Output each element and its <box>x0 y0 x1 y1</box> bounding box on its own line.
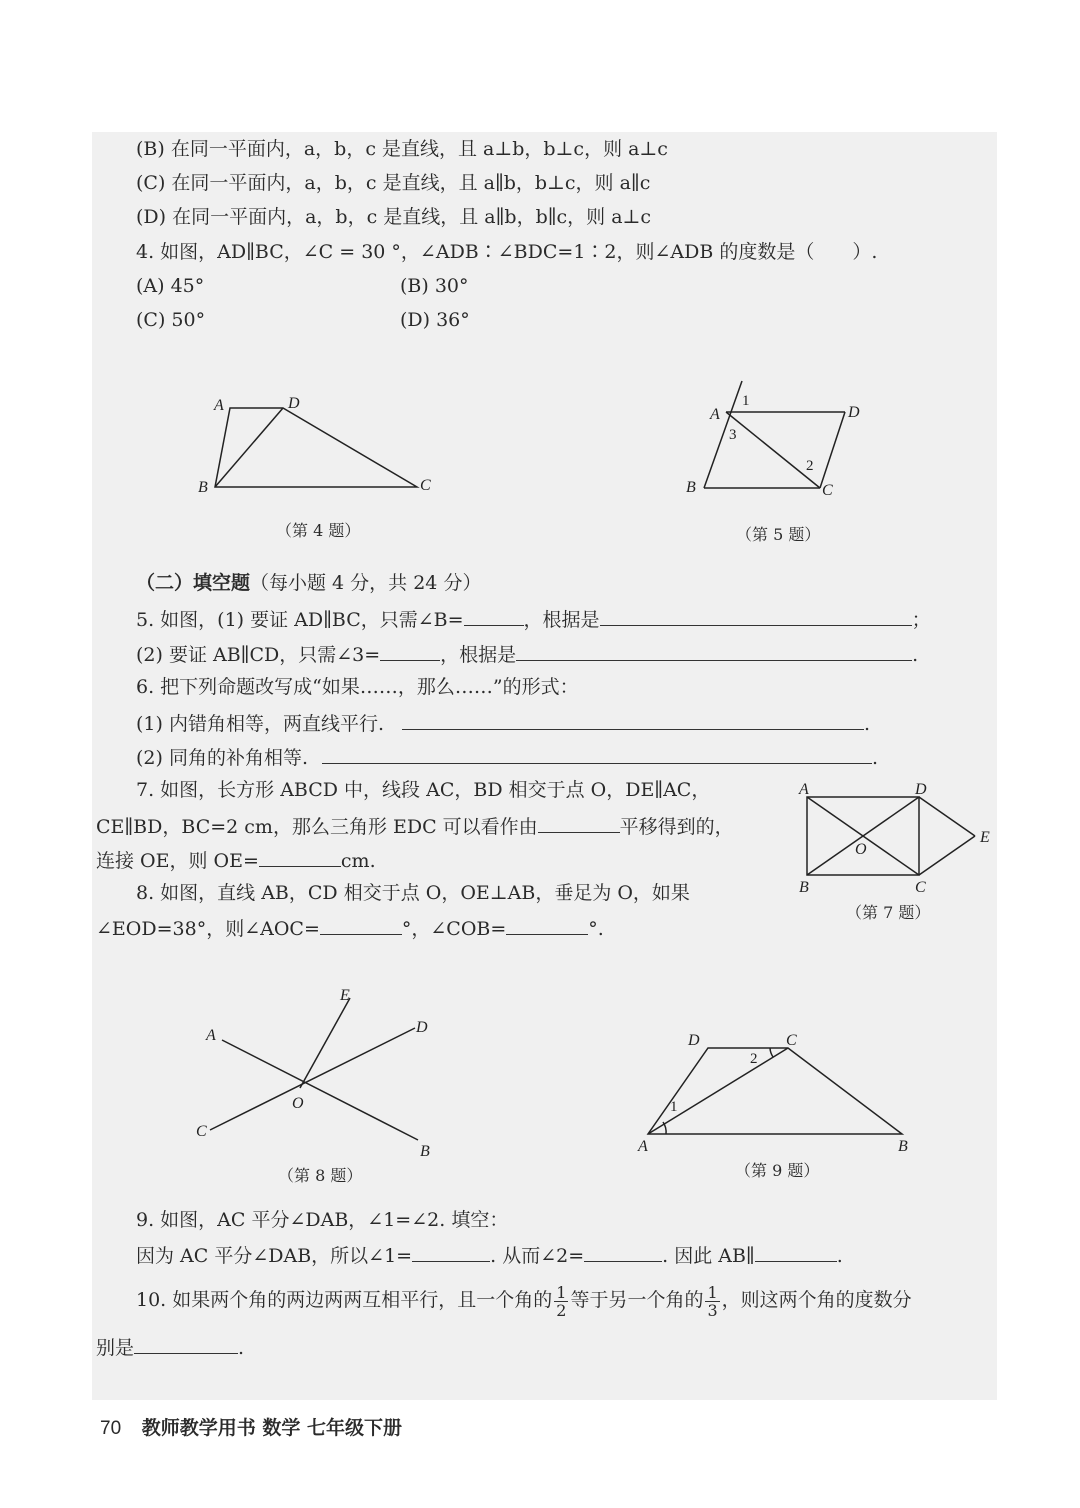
fig7-label-o: O <box>855 841 867 858</box>
q10-text-1: 10. 如果两个角的两边两两互相平行，且一个角的 <box>136 1289 553 1311</box>
fig9-label-b: B <box>898 1138 908 1155</box>
q5-line2-end: . <box>912 644 919 666</box>
q3-option-c: (C) 在同一平面内，a，b，c 是直线，且 a∥b，b⊥c，则 a∥c <box>136 172 651 194</box>
q6-blank-1[interactable] <box>402 709 864 730</box>
q5-line2-text-b: ，根据是 <box>440 644 517 666</box>
q6-part2-text: (2) 同角的补角相等. <box>136 747 308 769</box>
fig8-line-ab <box>222 1040 418 1140</box>
q5-blank-reason-2[interactable] <box>516 640 912 661</box>
fig5-label-c: C <box>822 482 833 499</box>
q6-part-2 <box>136 743 878 771</box>
page-number: 70 <box>100 1418 122 1439</box>
q6-stem: 6. 把下列命题改写成“如果……，那么……”的形式： <box>136 676 579 698</box>
q6-part1-end: . <box>864 713 871 735</box>
q9-line2-text-c: . 因此 AB∥ <box>662 1245 755 1267</box>
figure-9 <box>630 1025 920 1155</box>
q4-stem: 4. 如图，AD∥BC，∠C = 30 °，∠ADB∶∠BDC=1∶2，则∠ADB 的度数是（ ）. <box>136 241 878 263</box>
figure-8 <box>190 980 450 1165</box>
fig7-label-a: A <box>799 781 809 798</box>
fig8-line-cd <box>210 1028 415 1130</box>
q7-line2-text-a: CE∥BD，BC=2 cm，那么三角形 EDC 可以看作由 <box>96 816 538 838</box>
q9-blank-angle-1[interactable] <box>412 1241 490 1262</box>
page-footer <box>100 1413 402 1440</box>
q5-line-2 <box>136 640 918 668</box>
q9-blank-angle-2[interactable] <box>584 1241 662 1262</box>
q4-option-b: (B) 30° <box>400 275 469 297</box>
q4-option-a: (A) 45° <box>136 275 205 297</box>
fig9-label-a: A <box>638 1138 648 1155</box>
q10-line2-text-b: . <box>238 1337 245 1359</box>
fig9-label-d: D <box>688 1032 700 1049</box>
fig7-label-c: C <box>915 879 926 896</box>
fig7-segment-ce <box>919 836 975 875</box>
q8-line-1: 8. 如图，直线 AB，CD 相交于点 O，OE⊥AB，垂足为 O，如果 <box>136 882 690 904</box>
fig5-label-a: A <box>710 406 720 423</box>
figure-4 <box>190 390 450 510</box>
fig9-arc-angle-2 <box>770 1048 773 1057</box>
fig8-label-c: C <box>196 1123 207 1140</box>
fig8-label-b: B <box>420 1143 430 1160</box>
fig4-trapezoid <box>215 408 417 487</box>
q6-blank-2[interactable] <box>322 743 872 764</box>
q5-line2-text-a: (2) 要证 AB∥CD，只需∠3= <box>136 644 381 666</box>
q5-line1-text-b: ，根据是 <box>523 609 600 631</box>
fig7-label-e: E <box>980 829 990 846</box>
fig5-angle-2: 2 <box>806 458 814 474</box>
q10-text-2: 等于另一个角的 <box>570 1289 704 1311</box>
fig9-angle-2: 2 <box>750 1051 758 1067</box>
q9-line2-text-a: 因为 AC 平分∠DAB，所以∠1= <box>136 1245 413 1267</box>
fig9-diagonal-ac <box>648 1048 788 1134</box>
fig8-label-e: E <box>340 987 350 1004</box>
fig5-diagonal-ac <box>726 412 820 488</box>
fig4-label-a: A <box>214 397 224 414</box>
fig7-label-b: B <box>799 879 809 896</box>
fig4-diagonal-bd <box>215 408 283 487</box>
fig9-caption: （第 9 题） <box>735 1161 820 1180</box>
q7-line-3 <box>96 846 376 874</box>
q7-blank-oe[interactable] <box>259 846 341 867</box>
q6-part-1 <box>136 709 870 737</box>
q10-line2-text-a: 别是 <box>96 1337 135 1359</box>
fig8-caption: （第 8 题） <box>278 1166 363 1185</box>
q10-line-2 <box>96 1333 244 1361</box>
q8-line2-text-c: °. <box>588 918 604 940</box>
section-2-heading <box>136 570 481 596</box>
q5-blank-reason-1[interactable] <box>600 605 912 626</box>
fig5-label-b: B <box>686 479 696 496</box>
fig8-ray-oe <box>300 998 350 1088</box>
fig7-caption: （第 7 题） <box>846 903 931 922</box>
q8-blank-cob[interactable] <box>506 914 588 935</box>
q10-line-1 <box>136 1282 912 1319</box>
q5-line1-text-a: 5. 如图，(1) 要证 AD∥BC，只需∠B= <box>136 609 464 631</box>
q3-option-b: (B) 在同一平面内，a，b，c 是直线，且 a⊥b，b⊥c，则 a⊥c <box>136 138 668 160</box>
q10-frac1-denominator: 2 <box>556 1300 567 1320</box>
q8-line2-text-a: ∠EOD=38°，则∠AOC= <box>96 918 320 940</box>
q6-part2-end: . <box>872 747 879 769</box>
fig7-label-d: D <box>915 781 927 798</box>
q7-line2-text-b: 平移得到的， <box>619 816 734 838</box>
figure-7 <box>795 778 1000 898</box>
q6-part1-text: (1) 内错角相等，两直线平行. <box>136 713 384 735</box>
q7-line-1: 7. 如图，长方形 ABCD 中，线段 AC，BD 相交于点 O，DE∥AC， <box>136 779 711 801</box>
fig9-label-c: C <box>786 1032 797 1049</box>
q9-line-2 <box>136 1241 843 1269</box>
fig4-label-d: D <box>288 395 300 412</box>
fig8-label-d: D <box>416 1019 428 1036</box>
q7-blank-shape[interactable] <box>538 812 620 833</box>
q9-line2-text-d: . <box>836 1245 843 1267</box>
fig4-caption: （第 4 题） <box>276 521 361 540</box>
q10-text-3: ，则这两个角的度数分 <box>721 1289 912 1311</box>
q10-fraction-half <box>554 1284 568 1319</box>
fig8-label-a: A <box>206 1027 216 1044</box>
fig5-angle-1: 1 <box>742 393 750 409</box>
q5-line1-end: ； <box>911 609 931 631</box>
fig5-segment-dc <box>820 412 845 488</box>
fig8-label-o: O <box>292 1095 304 1112</box>
q8-line-2 <box>96 914 604 942</box>
q9-line2-text-b: . 从而∠2= <box>490 1245 585 1267</box>
q4-option-d: (D) 36° <box>400 309 470 331</box>
fig5-angle-3: 3 <box>729 427 737 443</box>
q5-blank-angle-b[interactable] <box>464 605 524 626</box>
fig4-label-b: B <box>198 479 208 496</box>
fig4-label-c: C <box>420 477 431 494</box>
q5-blank-angle-3[interactable] <box>380 640 440 661</box>
fig7-segment-de <box>919 797 975 836</box>
q8-line2-text-b: °，∠COB= <box>401 918 507 940</box>
q7-line-2 <box>96 812 734 840</box>
q10-blank-degrees[interactable] <box>134 1333 238 1354</box>
q9-line-1: 9. 如图，AC 平分∠DAB，∠1=∠2. 填空： <box>136 1209 509 1231</box>
q10-frac1-numerator: 1 <box>556 1282 567 1302</box>
fig5-caption: （第 5 题） <box>736 525 821 544</box>
q7-line3-text-a: 连接 OE，则 OE= <box>96 850 259 872</box>
fig9-trapezoid <box>648 1048 902 1134</box>
q5-line-1 <box>136 605 931 633</box>
q10-frac2-denominator: 3 <box>707 1300 718 1320</box>
q7-line3-text-b: cm. <box>340 850 376 872</box>
q9-blank-parallel[interactable] <box>755 1241 837 1262</box>
fig5-label-d: D <box>848 404 860 421</box>
q8-blank-aoc[interactable] <box>320 914 402 935</box>
figure-5 <box>680 375 880 500</box>
section-2-title: （二）填空题 <box>136 572 251 594</box>
section-2-note: （每小题 4 分，共 24 分） <box>250 572 482 594</box>
q10-fraction-third <box>705 1284 719 1319</box>
fig9-angle-1: 1 <box>670 1099 678 1115</box>
book-title: 教师教学用书 数学 七年级下册 <box>141 1417 402 1439</box>
q3-option-d: (D) 在同一平面内，a，b，c 是直线，且 a∥b，b∥c，则 a⊥c <box>136 206 652 228</box>
q10-frac2-numerator: 1 <box>707 1282 718 1302</box>
q4-option-c: (C) 50° <box>136 309 206 331</box>
